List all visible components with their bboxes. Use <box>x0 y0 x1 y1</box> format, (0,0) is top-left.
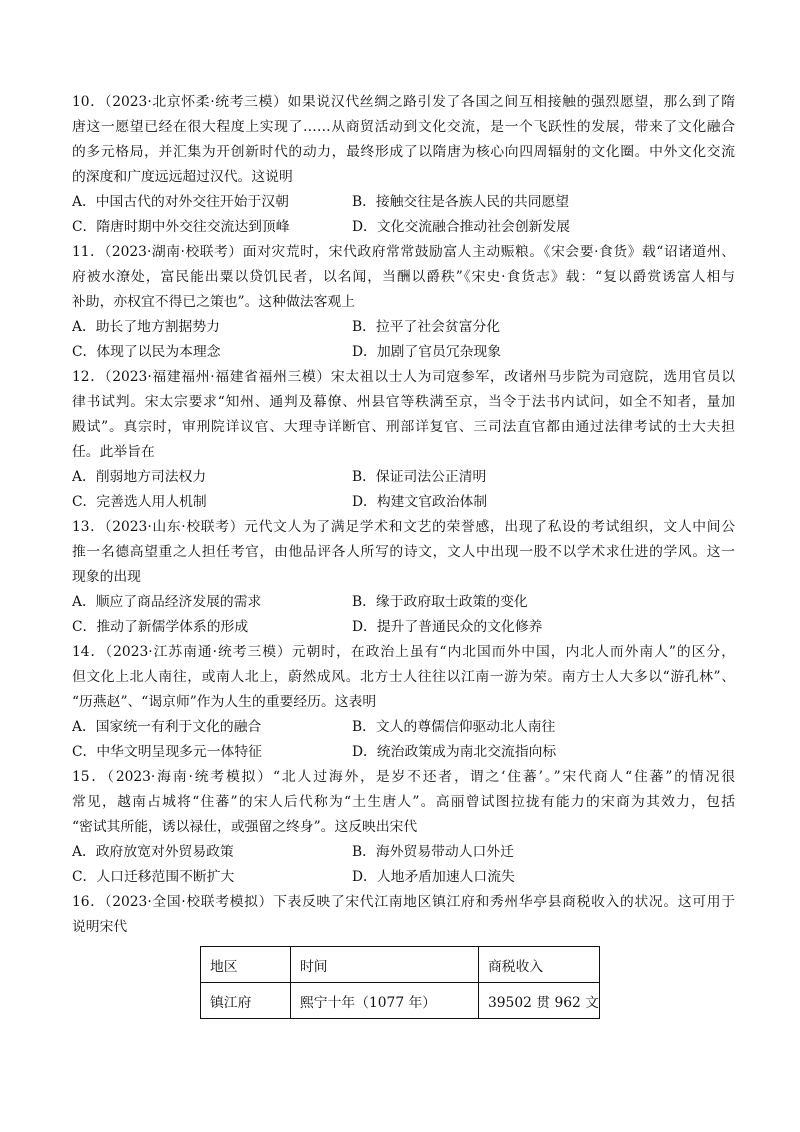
option-a: A．国家统一有利于文化的融合 <box>72 719 262 735</box>
question-stem-line: 补助，亦权宜不得已之策也”。这种做法客观上 <box>72 294 355 310</box>
question-stem-line: “历燕赵”、“谒京师”作为人生的重要经历。这表明 <box>72 694 377 710</box>
option-row <box>72 615 735 640</box>
table-cell-region: 镇江府 <box>201 983 291 1019</box>
table-row <box>201 983 600 1019</box>
option-d: D．统治政策成为南北交流指向标 <box>352 744 557 760</box>
question-stem-line: 但文化上北人南往，或南人北上，蔚然成风。北方士人往往以江南一游为荣。南方士人大多以“游孔林”、 <box>72 669 735 685</box>
option-c: C．中华文明呈现多元一体特征 <box>72 744 262 760</box>
question-stem-line: 律书试判。宋太宗要求“知州、通判及幕僚、州县官等秩满至京，当令于法书内试问，如全不知者，量加 <box>72 394 735 410</box>
option-a: A．顺应了商品经济发展的需求 <box>72 594 262 610</box>
option-b: B．文人的尊儒信仰驱动北人南往 <box>352 719 556 735</box>
question-block <box>72 90 735 240</box>
table-header-row <box>201 947 600 983</box>
table-header-cell-region: 地区 <box>201 947 291 983</box>
option-a: A．中国古代的对外交往开始于汉朝 <box>72 194 289 210</box>
option-row <box>72 715 735 740</box>
option-row <box>72 315 735 340</box>
option-row <box>72 490 735 515</box>
table-header-cell-revenue: 商税收入 <box>479 947 600 983</box>
question-stem-line: 现象的出现 <box>72 569 141 585</box>
question-list <box>72 90 735 940</box>
option-row <box>72 465 735 490</box>
option-c: C．推动了新儒学体系的形成 <box>72 619 249 635</box>
question-stem-line: 15．（2023·海南·统考模拟）“北人过海外，是岁不还者，谓之‘住蕃’。”宋代商人“住蕃”的情况很 <box>72 769 735 785</box>
option-a: A．削弱地方司法权力 <box>72 469 207 485</box>
option-row <box>72 340 735 365</box>
question-stem-line: 任。此举旨在 <box>72 444 155 460</box>
option-row <box>72 840 735 865</box>
option-a: A．助长了地方割据势力 <box>72 319 220 335</box>
option-d: D．提升了普通民众的文化修养 <box>352 619 543 635</box>
question-stem-line: 唐这一愿望已经在很大程度上实现了……从商贸活动到文化交流，是一个飞跃性的发展，带来了文化融合 <box>72 119 735 135</box>
tax-table <box>200 946 600 1019</box>
question-stem-line: 府被水潦处，富民能出粟以贷饥民者，以名闻，当酬以爵秩”《宋史·食货志》载：“复以爵赏诱富人相与 <box>72 269 735 285</box>
question-block <box>72 240 735 365</box>
table-cell-revenue: 39502 贯 962 文 <box>479 983 600 1019</box>
question-stem-line: 的多元格局，并汇集为开创新时代的动力，最终形成了以隋唐为核心向四周辐射的文化圈。中外文化交流 <box>72 144 735 160</box>
question-stem-line: “密试其所能，诱以禄仕，或强留之终身”。这反映出宋代 <box>72 819 418 835</box>
question-stem-line: 16．（2023·全国·校联考模拟）下表反映了宋代江南地区镇江府和秀州华亭县商税收入的状况。这可用于 <box>72 894 735 910</box>
question-block <box>72 640 735 765</box>
tax-table-container <box>200 946 600 1019</box>
option-row <box>72 740 735 765</box>
option-b: B．海外贸易带动人口外迁 <box>352 844 514 860</box>
table-header-cell-time: 时间 <box>291 947 479 983</box>
option-c: C．隋唐时期中外交往交流达到顶峰 <box>72 219 290 235</box>
question-block <box>72 765 735 890</box>
option-d: D．文化交流融合推动社会创新发展 <box>352 219 571 235</box>
question-stem-line: 11．（2023·湖南·校联考）面对灾荒时，宋代政府常常鼓励富人主动赈粮。《宋会要·食货》载“诏诸道州、 <box>72 244 735 260</box>
question-stem-line: 说明宋代 <box>72 919 128 935</box>
option-c: C．完善选人用人机制 <box>72 494 207 510</box>
option-c: C．人口迁移范围不断扩大 <box>72 869 235 885</box>
option-row <box>72 190 735 215</box>
question-stem-line: 推一名德高望重之人担任考官，由他品评各人所写的诗文，文人中出现一股不以学术求仕进的学风。这一 <box>72 544 735 560</box>
question-stem-line: 12．（2023·福建福州·福建省福州三模）宋太祖以士人为司寇参军，改诸州马步院为司寇院，选用官员以 <box>72 369 735 385</box>
option-d: D．加剧了官员冗杂现象 <box>352 344 502 360</box>
question-stem-line: 13．（2023·山东·校联考）元代文人为了满足学术和文艺的荣誉感，出现了私设的考试组织，文人中间公 <box>72 519 735 535</box>
option-b: B．接触交往是各族人民的共同愿望 <box>352 194 570 210</box>
question-block <box>72 890 735 940</box>
option-d: D．构建文官政治体制 <box>352 494 488 510</box>
option-row <box>72 215 735 240</box>
question-block <box>72 365 735 515</box>
question-block <box>72 515 735 640</box>
option-b: B．保证司法公正清明 <box>352 469 487 485</box>
table-cell-time: 熙宁十年（1077 年） <box>291 983 479 1019</box>
question-stem-line: 殿试”。真宗时，审刑院详议官、大理寺详断官、刑部详复官、三司法直官都由通过法律考试的士大夫担 <box>72 419 735 435</box>
question-stem-line: 常见，越南占城将“住蕃”的宋人后代称为“土生唐人”。高丽曾试图拉拢有能力的宋商为其效力，包括 <box>72 794 735 810</box>
option-a: A．政府放宽对外贸易政策 <box>72 844 234 860</box>
question-stem-line: 10．（2023·北京怀柔·统考三模）如果说汉代丝绸之路引发了各国之间互相接触的强烈愿望，那么到了隋 <box>72 94 735 110</box>
option-b: B．缘于政府取士政策的变化 <box>352 594 528 610</box>
option-b: B．拉平了社会贫富分化 <box>352 319 501 335</box>
option-d: D．人地矛盾加速人口流失 <box>352 869 515 885</box>
option-c: C．体现了以民为本理念 <box>72 344 221 360</box>
question-stem-line: 的深度和广度远远超过汉代。这说明 <box>72 169 293 185</box>
question-stem-line: 14．（2023·江苏南通·统考三模）元朝时，在政治上虽有“内北国而外中国，内北人而外南人”的区分， <box>72 644 735 660</box>
option-row <box>72 865 735 890</box>
option-row <box>72 590 735 615</box>
